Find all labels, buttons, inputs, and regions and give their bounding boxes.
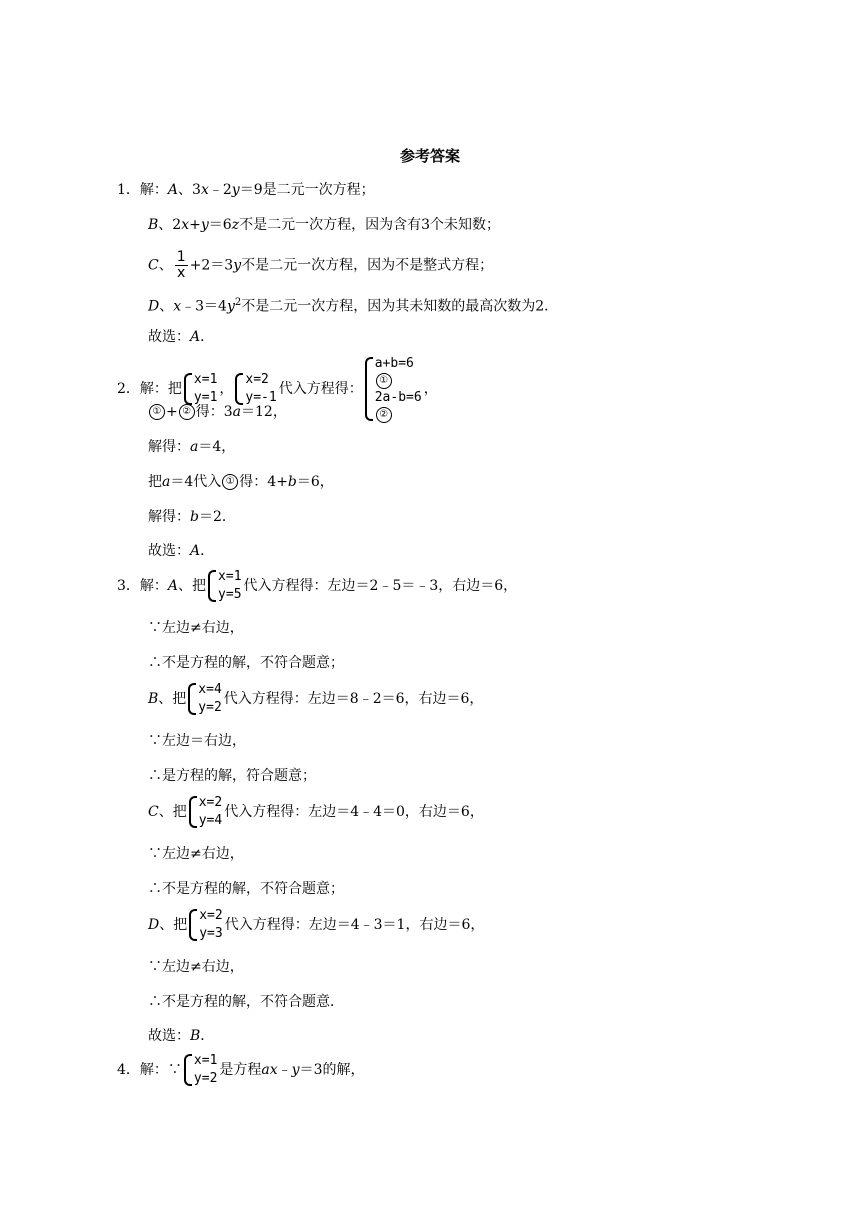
q2-line-1: 2．解：把 x=1 y=1 ， x=2 y=-1 代入方程得： a+b=6 ① 2a-b=6 ② ， [117, 355, 438, 423]
q3-answer: 故选：B． [148, 1028, 215, 1044]
q1-line-a: 1．解：A、3x﹣2y＝9是二元一次方程； [117, 182, 375, 198]
q3-line-c1: C、把 x=2 y=4 代入方程得：左边＝4﹣4＝0，右边＝6， [148, 795, 484, 828]
q3-line-d3: ∴不是方程的解，不符合题意． [148, 994, 344, 1010]
q2-line-3: 解得：a＝4， [148, 439, 236, 455]
q1-line-d: D、$x﹣3=4y^2$不是二元一次方程，因为其未知数的最高次数为2． [148, 297, 559, 315]
fraction-1-over-x: $\frac{1}{x}$ [176, 249, 186, 281]
q2-answer: 故选：A． [148, 543, 215, 559]
equation-system: x=2 y=4 [189, 794, 222, 830]
q2-line-2: ① + ② 得：3a＝12， [148, 402, 287, 422]
q3-line-c3: ∴不是方程的解，不符合题意； [148, 881, 344, 897]
q1-answer: 故选：A． [148, 329, 215, 345]
q3-line-a1: 3．解：A、把 x=1 y=5 代入方程得：左边＝2﹣5＝﹣3，右边＝6， [117, 569, 518, 602]
page-title: 参考答案 [399, 147, 460, 165]
q3-line-b1: B、把 x=4 y=2 代入方程得：左边＝8﹣2＝6，右边＝6， [148, 682, 484, 715]
equation-system: x=2 y=-1 [235, 371, 276, 407]
q3-line-b3: ∴是方程的解，符合题意； [148, 768, 316, 784]
q3-line-b2: ∵左边＝右边， [148, 733, 246, 749]
equation-system: x=2 y=3 [189, 907, 222, 943]
q3-line-d1: D、把 x=2 y=3 代入方程得：左边＝4﹣3＝1，右边＝6， [148, 908, 485, 941]
equation-system: a+b=6 ① 2a-b=6 ② [365, 355, 422, 423]
q4-line-1: 4．解：∵ x=1 y=2 是方程ax﹣y＝3的解， [117, 1053, 365, 1086]
equation-system: x=1 y=1 [184, 371, 217, 407]
equation-system: x=4 y=2 [188, 681, 221, 717]
q3-line-a3: ∴不是方程的解，不符合题意； [148, 655, 344, 671]
q1-line-c: C、 $\frac{1}{x}$ +2＝3y不是二元一次方程，因为不是整式方程； [148, 249, 494, 281]
q3-line-c2: ∵左边≠右边， [148, 846, 244, 862]
q1-line-b: B、2x+y＝6z不是二元一次方程，因为含有3个未知数； [148, 217, 500, 233]
equation-system: x=1 y=2 [184, 1052, 217, 1088]
q2-line-5: 解得：b＝2． [148, 509, 236, 525]
q3-line-d2: ∵左边≠右边， [148, 959, 244, 975]
q2-line-4: 把a＝4代入 ① 得：4+b＝6， [148, 474, 334, 490]
equation-system: x=1 y=5 [208, 568, 241, 604]
q3-line-a2: ∵左边≠右边， [148, 620, 244, 636]
